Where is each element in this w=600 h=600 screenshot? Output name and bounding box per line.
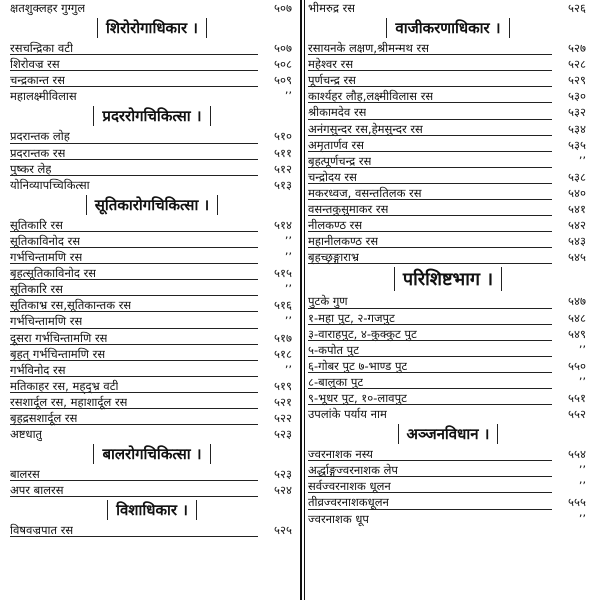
index-entry bbox=[308, 104, 588, 120]
entry-page-number: ५०७ bbox=[274, 1, 292, 15]
entry-name: ९-भूधर पुट, १०-लावपुट bbox=[308, 390, 407, 405]
entry-page-number: ५४० bbox=[568, 185, 586, 200]
index-entry bbox=[10, 128, 294, 144]
entry-name: चन्द्रोदय रस bbox=[308, 169, 357, 184]
entry-name: सर्वज्वरनाशक धूलन bbox=[308, 479, 391, 494]
entry-page-number: ५१५ bbox=[274, 266, 292, 281]
index-entry bbox=[10, 330, 294, 346]
entry-name: क्षतशुक्लहर गुग्गुल bbox=[10, 1, 86, 15]
entry-name: बृहच्छृङ्गाराभ्र bbox=[308, 250, 359, 265]
entry-page-number: ५२९ bbox=[568, 73, 586, 88]
entry-name: सूतिकाविनोद रस bbox=[10, 233, 81, 248]
right-column bbox=[300, 0, 596, 600]
entry-name: ३-वाराहपुट, ४-कुक्कुट पुट bbox=[308, 326, 417, 341]
entry-page-number: ५४९ bbox=[568, 326, 586, 341]
index-entry bbox=[10, 522, 294, 538]
index-entry bbox=[308, 249, 588, 265]
index-entry bbox=[308, 137, 588, 153]
entry-page-number: ५१० bbox=[274, 129, 292, 144]
section-heading bbox=[10, 17, 294, 39]
entry-page-number: ५४८ bbox=[568, 310, 586, 325]
entry-page-number: ’’ bbox=[578, 342, 586, 357]
index-entry bbox=[10, 362, 294, 378]
entry-name: ज्वरनाशक नस्य bbox=[308, 447, 373, 462]
entry-name: पुष्कर लेह bbox=[10, 161, 52, 176]
entry-page-number: ५२४ bbox=[274, 483, 292, 498]
entry-name: बालरस bbox=[10, 467, 40, 482]
entry-name: योनिव्यापच्चिकित्सा bbox=[10, 177, 90, 192]
entry-page-number: ५०८ bbox=[274, 57, 292, 72]
entry-page-number: ’’ bbox=[284, 282, 292, 297]
entry-name: ज्वरनाशक धूप bbox=[308, 511, 369, 526]
index-entry bbox=[308, 358, 588, 374]
section-heading bbox=[10, 443, 294, 465]
entry-name: मतिकाहर रस, मह‌्द्भ्र वटी bbox=[10, 378, 119, 393]
index-entry bbox=[308, 478, 588, 494]
entry-name: सूतिकारि रस bbox=[10, 282, 63, 297]
entry-name: बृहत् गर्भचिन्तामणि रस bbox=[10, 346, 106, 361]
entry-name: महेश्वर रस bbox=[308, 57, 354, 72]
entry-page-number: ५५४ bbox=[568, 447, 586, 462]
entry-name: बृहत्सूतिकाविनोद रस bbox=[10, 266, 97, 281]
index-entry bbox=[308, 185, 588, 201]
index-entry bbox=[308, 72, 588, 88]
index-entry bbox=[10, 249, 294, 265]
index-entry bbox=[308, 201, 588, 217]
entry-name: ८-बालुका पुट bbox=[308, 374, 364, 389]
index-entry bbox=[308, 310, 588, 326]
entry-page-number: ५२२ bbox=[274, 410, 292, 425]
index-entry bbox=[308, 169, 588, 185]
entry-name: शिरोवज्र रस bbox=[10, 57, 60, 72]
index-entry bbox=[308, 326, 588, 342]
entry-page-number: ५१७ bbox=[274, 330, 292, 345]
entry-page-number: ’’ bbox=[578, 511, 586, 526]
entry-page-number: ’’ bbox=[284, 89, 292, 104]
entry-name: ६-गोबर पुट ७-भाण्ड पुट bbox=[308, 358, 408, 373]
entry-page-number: ’’ bbox=[284, 314, 292, 329]
entry-page-number: ’’ bbox=[578, 153, 586, 168]
index-entry bbox=[308, 233, 588, 249]
entry-page-number: ५३५ bbox=[568, 137, 586, 152]
entry-page-number: ५४७ bbox=[568, 294, 586, 309]
index-entry bbox=[308, 88, 588, 104]
index-entry bbox=[10, 88, 294, 104]
section-heading bbox=[308, 17, 588, 39]
section-heading-text: वाजीकरणाधिकार । bbox=[386, 18, 509, 38]
entry-page-number: ५५५ bbox=[568, 495, 586, 510]
entry-name: वसन्तकुसुमाकर रस bbox=[308, 202, 389, 217]
index-entry bbox=[10, 161, 294, 177]
entry-page-number: ५२८ bbox=[568, 57, 586, 72]
section-heading-text: परिशिष्टभाग । bbox=[394, 267, 502, 291]
section-heading-text: बालरोगचिकित्सा । bbox=[93, 444, 210, 464]
index-entry bbox=[10, 145, 294, 161]
entry-page-number: ५१४ bbox=[274, 217, 292, 232]
entry-name: बृहत्पूर्णचन्द्र रस bbox=[308, 153, 372, 168]
section-heading bbox=[308, 423, 588, 445]
entry-page-number: ’’ bbox=[578, 374, 586, 389]
entry-name: रसशार्दूल रस, महाशार्दूल रस bbox=[10, 394, 128, 409]
index-entry bbox=[308, 121, 588, 137]
entry-name: अनंगसुन्दर रस,हेमसुन्दर रस bbox=[308, 121, 423, 136]
index-entry bbox=[308, 494, 588, 510]
section-heading bbox=[10, 105, 294, 127]
index-entry bbox=[308, 342, 588, 358]
entry-page-number: ५२१ bbox=[274, 394, 292, 409]
index-entry bbox=[308, 374, 588, 390]
entry-page-number: ५३४ bbox=[568, 121, 586, 136]
entry-name: चन्द्रकान्त रस bbox=[10, 73, 66, 88]
index-entry bbox=[10, 482, 294, 498]
entry-page-number: ५५० bbox=[568, 358, 586, 373]
entry-name: दूसरा गर्भचिन्तामणि रस bbox=[10, 330, 108, 345]
entry-name: उपलांके पर्याय नाम bbox=[308, 407, 387, 422]
entry-page-number: ५५१ bbox=[568, 390, 586, 405]
entry-name: अमृतार्णव रस bbox=[308, 137, 365, 152]
entry-page-number: ५३८ bbox=[568, 169, 586, 184]
index-entry bbox=[308, 462, 588, 478]
entry-page-number: ५२५ bbox=[274, 523, 292, 538]
index-entry bbox=[308, 217, 588, 233]
entry-name: भीमरुद्र रस bbox=[308, 1, 356, 15]
entry-name: अर्द्धाङ्गज्वरनाशक लेप bbox=[308, 463, 398, 478]
entry-page-number: ५२७ bbox=[568, 41, 586, 56]
index-entry bbox=[308, 153, 588, 169]
entry-name: महानीलकण्ठ रस bbox=[308, 234, 379, 249]
entry-page-number: ५११ bbox=[274, 145, 292, 160]
index-entry bbox=[10, 217, 294, 233]
index-entry bbox=[10, 394, 294, 410]
index-entry bbox=[10, 426, 294, 442]
entry-page-number: ५४३ bbox=[568, 234, 586, 249]
entry-name: रसचन्द्रिका वटी bbox=[10, 41, 74, 56]
entry-page-number: ’’ bbox=[284, 362, 292, 377]
entry-page-number: ५३२ bbox=[568, 105, 586, 120]
index-entry bbox=[10, 281, 294, 297]
entry-name: सूतिकाभ्र रस,सूतिकान्तक रस bbox=[10, 298, 132, 313]
index-entry bbox=[308, 406, 588, 422]
index-entry bbox=[308, 40, 588, 56]
entry-name: प्रदरान्तक लोह bbox=[10, 129, 70, 144]
index-entry bbox=[10, 297, 294, 313]
section-heading-text: विशाधिकार । bbox=[107, 500, 197, 520]
entry-name: गर्भविनोद रस bbox=[10, 362, 66, 377]
entry-page-number: ५१३ bbox=[274, 177, 292, 192]
entry-page-number: ’’ bbox=[578, 463, 586, 478]
index-entry bbox=[10, 56, 294, 72]
entry-page-number: ५२६ bbox=[568, 1, 586, 15]
index-entry bbox=[308, 56, 588, 72]
index-entry bbox=[308, 390, 588, 406]
entry-page-number: ’’ bbox=[284, 233, 292, 248]
entry-name: ५-कपोत पुट bbox=[308, 342, 360, 357]
entry-name: रसायनके लक्षण,श्रीमन्मथ रस bbox=[308, 41, 430, 56]
entry-name: श्रीकामदेव रस bbox=[308, 105, 367, 120]
index-entry bbox=[10, 346, 294, 362]
entry-name: नीलकण्ठ रस bbox=[308, 218, 363, 233]
entry-name: प्रदरान्तक रस bbox=[10, 145, 66, 160]
entry-name: अष्टधातु bbox=[10, 427, 43, 442]
entry-page-number: ५४१ bbox=[568, 202, 586, 217]
index-entry bbox=[308, 293, 588, 309]
index-entry bbox=[10, 313, 294, 329]
index-entry bbox=[10, 72, 294, 88]
entry-page-number: ५१८ bbox=[274, 346, 292, 361]
index-entry bbox=[308, 446, 588, 462]
entry-page-number: ५४५ bbox=[568, 250, 586, 265]
entry-page-number: ५१६ bbox=[274, 298, 292, 313]
entry-page-number: ’’ bbox=[284, 250, 292, 265]
section-heading-text: शिरोरोगाधिकार । bbox=[97, 18, 207, 38]
entry-name: पुटके गुण bbox=[308, 294, 348, 309]
entry-name: महालक्ष्मीविलास bbox=[10, 89, 77, 104]
index-entry bbox=[10, 40, 294, 56]
entry-page-number: ५०७ bbox=[274, 41, 292, 56]
entry-name: मकरध्वज, वसन्ततिलक रस bbox=[308, 185, 422, 200]
section-heading bbox=[10, 499, 294, 521]
entry-name: सूतिकारि रस bbox=[10, 217, 63, 232]
index-entry bbox=[308, 0, 588, 16]
entry-name: अपर बालरस bbox=[10, 483, 64, 498]
index-entry bbox=[10, 378, 294, 394]
section-heading-text: प्रदररोगचिकित्सा । bbox=[93, 106, 210, 126]
entry-page-number: ५३० bbox=[568, 89, 586, 104]
index-entry bbox=[10, 177, 294, 193]
entry-page-number: ५१२ bbox=[274, 161, 292, 176]
entry-name: विषवज्रपात रस bbox=[10, 523, 74, 538]
index-entry bbox=[10, 233, 294, 249]
entry-page-number: ५२३ bbox=[274, 427, 292, 442]
entry-name: गर्भचिन्तामणि रस bbox=[10, 250, 83, 265]
index-entry bbox=[10, 0, 294, 16]
index-entry bbox=[10, 265, 294, 281]
entry-name: पूर्णचन्द्र रस bbox=[308, 73, 356, 88]
entry-page-number: ५१९ bbox=[274, 378, 292, 393]
index-entry bbox=[308, 511, 588, 527]
index-entry bbox=[10, 466, 294, 482]
entry-page-number: ’’ bbox=[578, 479, 586, 494]
entry-page-number: ५४२ bbox=[568, 218, 586, 233]
entry-name: तीव्रज्वरनाशकधूलन bbox=[308, 495, 389, 510]
section-heading bbox=[308, 266, 588, 292]
entry-name: बृहद्रसशार्दूल रस bbox=[10, 410, 78, 425]
section-heading-text: सूतिकारोगचिकित्सा । bbox=[86, 195, 218, 215]
section-heading bbox=[10, 194, 294, 216]
entry-page-number: ५५२ bbox=[568, 407, 586, 422]
entry-page-number: ५२३ bbox=[274, 467, 292, 482]
entry-name: कार्श्यहर लौह,लक्ष्मीविलास रस bbox=[308, 89, 434, 104]
section-heading-text: अञ्जनविधान । bbox=[398, 424, 499, 444]
index-entry bbox=[10, 410, 294, 426]
entry-name: गर्भचिन्तामणि रस bbox=[10, 314, 83, 329]
entry-name: १-महा पुट, २-गजपुट bbox=[308, 310, 395, 325]
entry-page-number: ५०९ bbox=[274, 73, 292, 88]
